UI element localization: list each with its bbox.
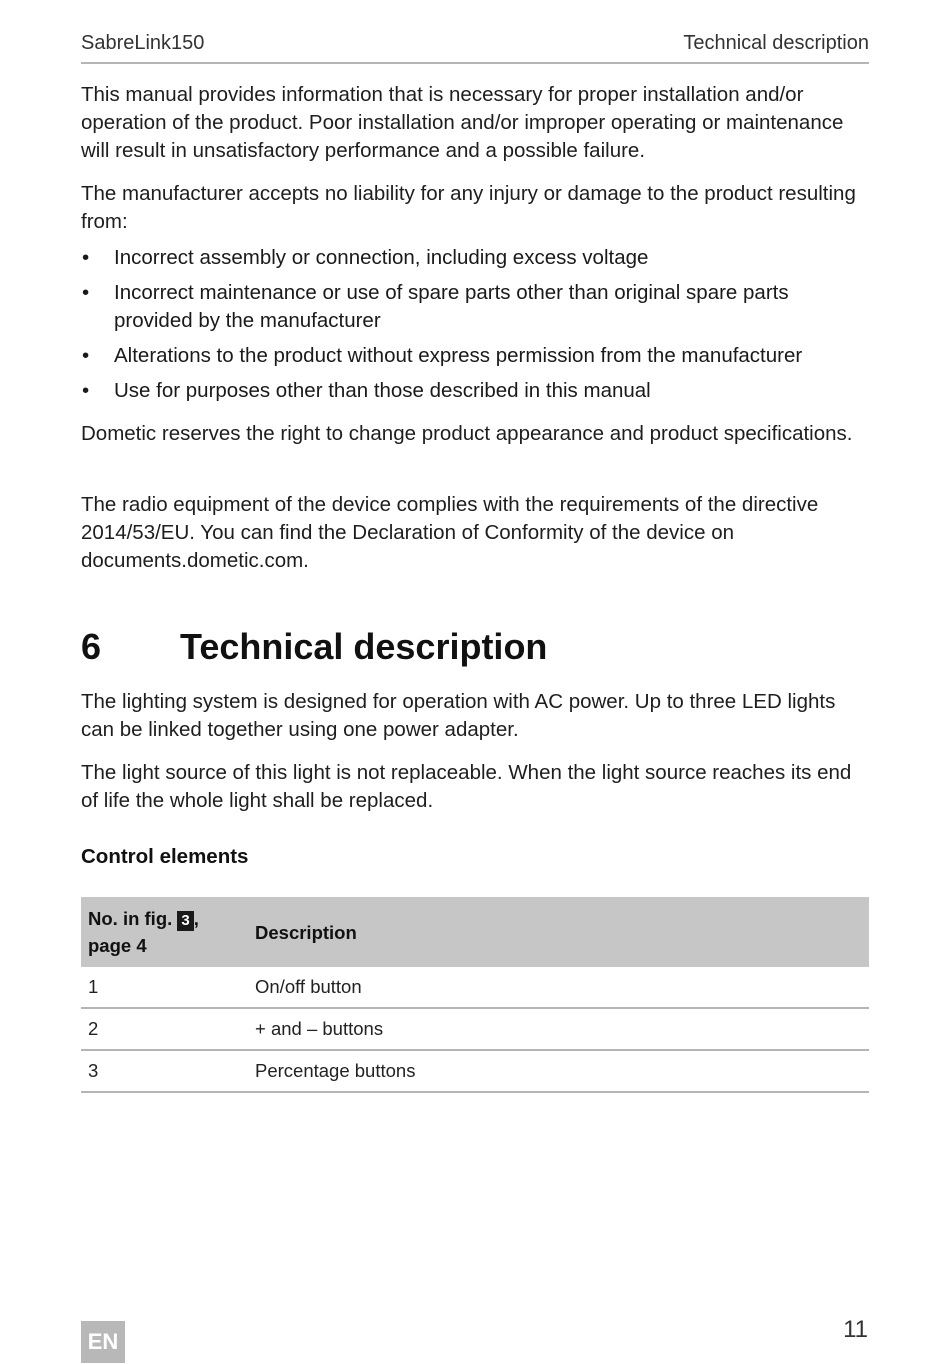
table-row — [81, 1008, 869, 1050]
list-item: • Incorrect assembly or connection, including excess voltage — [81, 244, 869, 272]
list-item: • Alterations to the product without express permission from the manufacturer — [81, 342, 869, 370]
table-header-row — [81, 897, 869, 967]
column-header-description: Description — [248, 897, 869, 967]
intro-paragraph-2: The manufacturer accepts no liability for any injury or damage to the product resulting from: — [81, 182, 856, 233]
product-name: SabreLink150 — [81, 32, 205, 54]
intro-paragraph-4: The radio equipment of the device complies with the requirements of the directive 2014/53/EU. You can find the Declaration of Conformity of the device on documents.dometic.com. — [81, 493, 819, 572]
control-elements-heading: Control elements — [81, 845, 249, 868]
page-number: 11 — [843, 1316, 868, 1343]
running-header — [81, 32, 869, 64]
header-label-suffix: , page 4 — [88, 908, 199, 956]
header-section-title: Technical description — [683, 32, 869, 54]
figure-reference-badge: 3 — [177, 911, 193, 931]
section-paragraph-2: The light source of this light is not replaceable. When the light source reaches its end of life the whole light shall be replaced. — [81, 761, 852, 812]
language-tab: EN — [81, 1321, 125, 1363]
control-elements-table — [81, 897, 869, 1093]
liability-list — [81, 244, 869, 412]
cell-description: + and – buttons — [248, 1008, 869, 1050]
cell-number: 2 — [81, 1008, 248, 1050]
intro-paragraph-1: This manual provides information that is necessary for proper installation and/or operation of the product. Poor installation and/or improper operating or maintenance will result in unsatisfactory performance and a possible failure. — [81, 83, 844, 162]
section-title: Technical description — [180, 626, 548, 667]
table-row — [81, 967, 869, 1008]
cell-description: Percentage buttons — [248, 1050, 869, 1092]
section-paragraph-1: The lighting system is designed for operation with AC power. Up to three LED lights can be linked together using one power adapter. — [81, 690, 836, 741]
cell-number: 3 — [81, 1050, 248, 1092]
section-number: 6 — [81, 626, 102, 667]
table-row — [81, 1050, 869, 1092]
intro-paragraph-3: Dometic reserves the right to change product appearance and product specifications. — [81, 422, 853, 445]
cell-description: On/off button — [248, 967, 869, 1008]
cell-number: 1 — [81, 967, 248, 1008]
list-item: • Incorrect maintenance or use of spare parts other than original spare parts provided by the manufacturer — [81, 279, 869, 335]
section-heading — [81, 626, 869, 676]
header-label: No. in fig. — [88, 908, 173, 929]
column-header-number — [81, 897, 248, 967]
list-item: • Use for purposes other than those described in this manual — [81, 377, 869, 405]
